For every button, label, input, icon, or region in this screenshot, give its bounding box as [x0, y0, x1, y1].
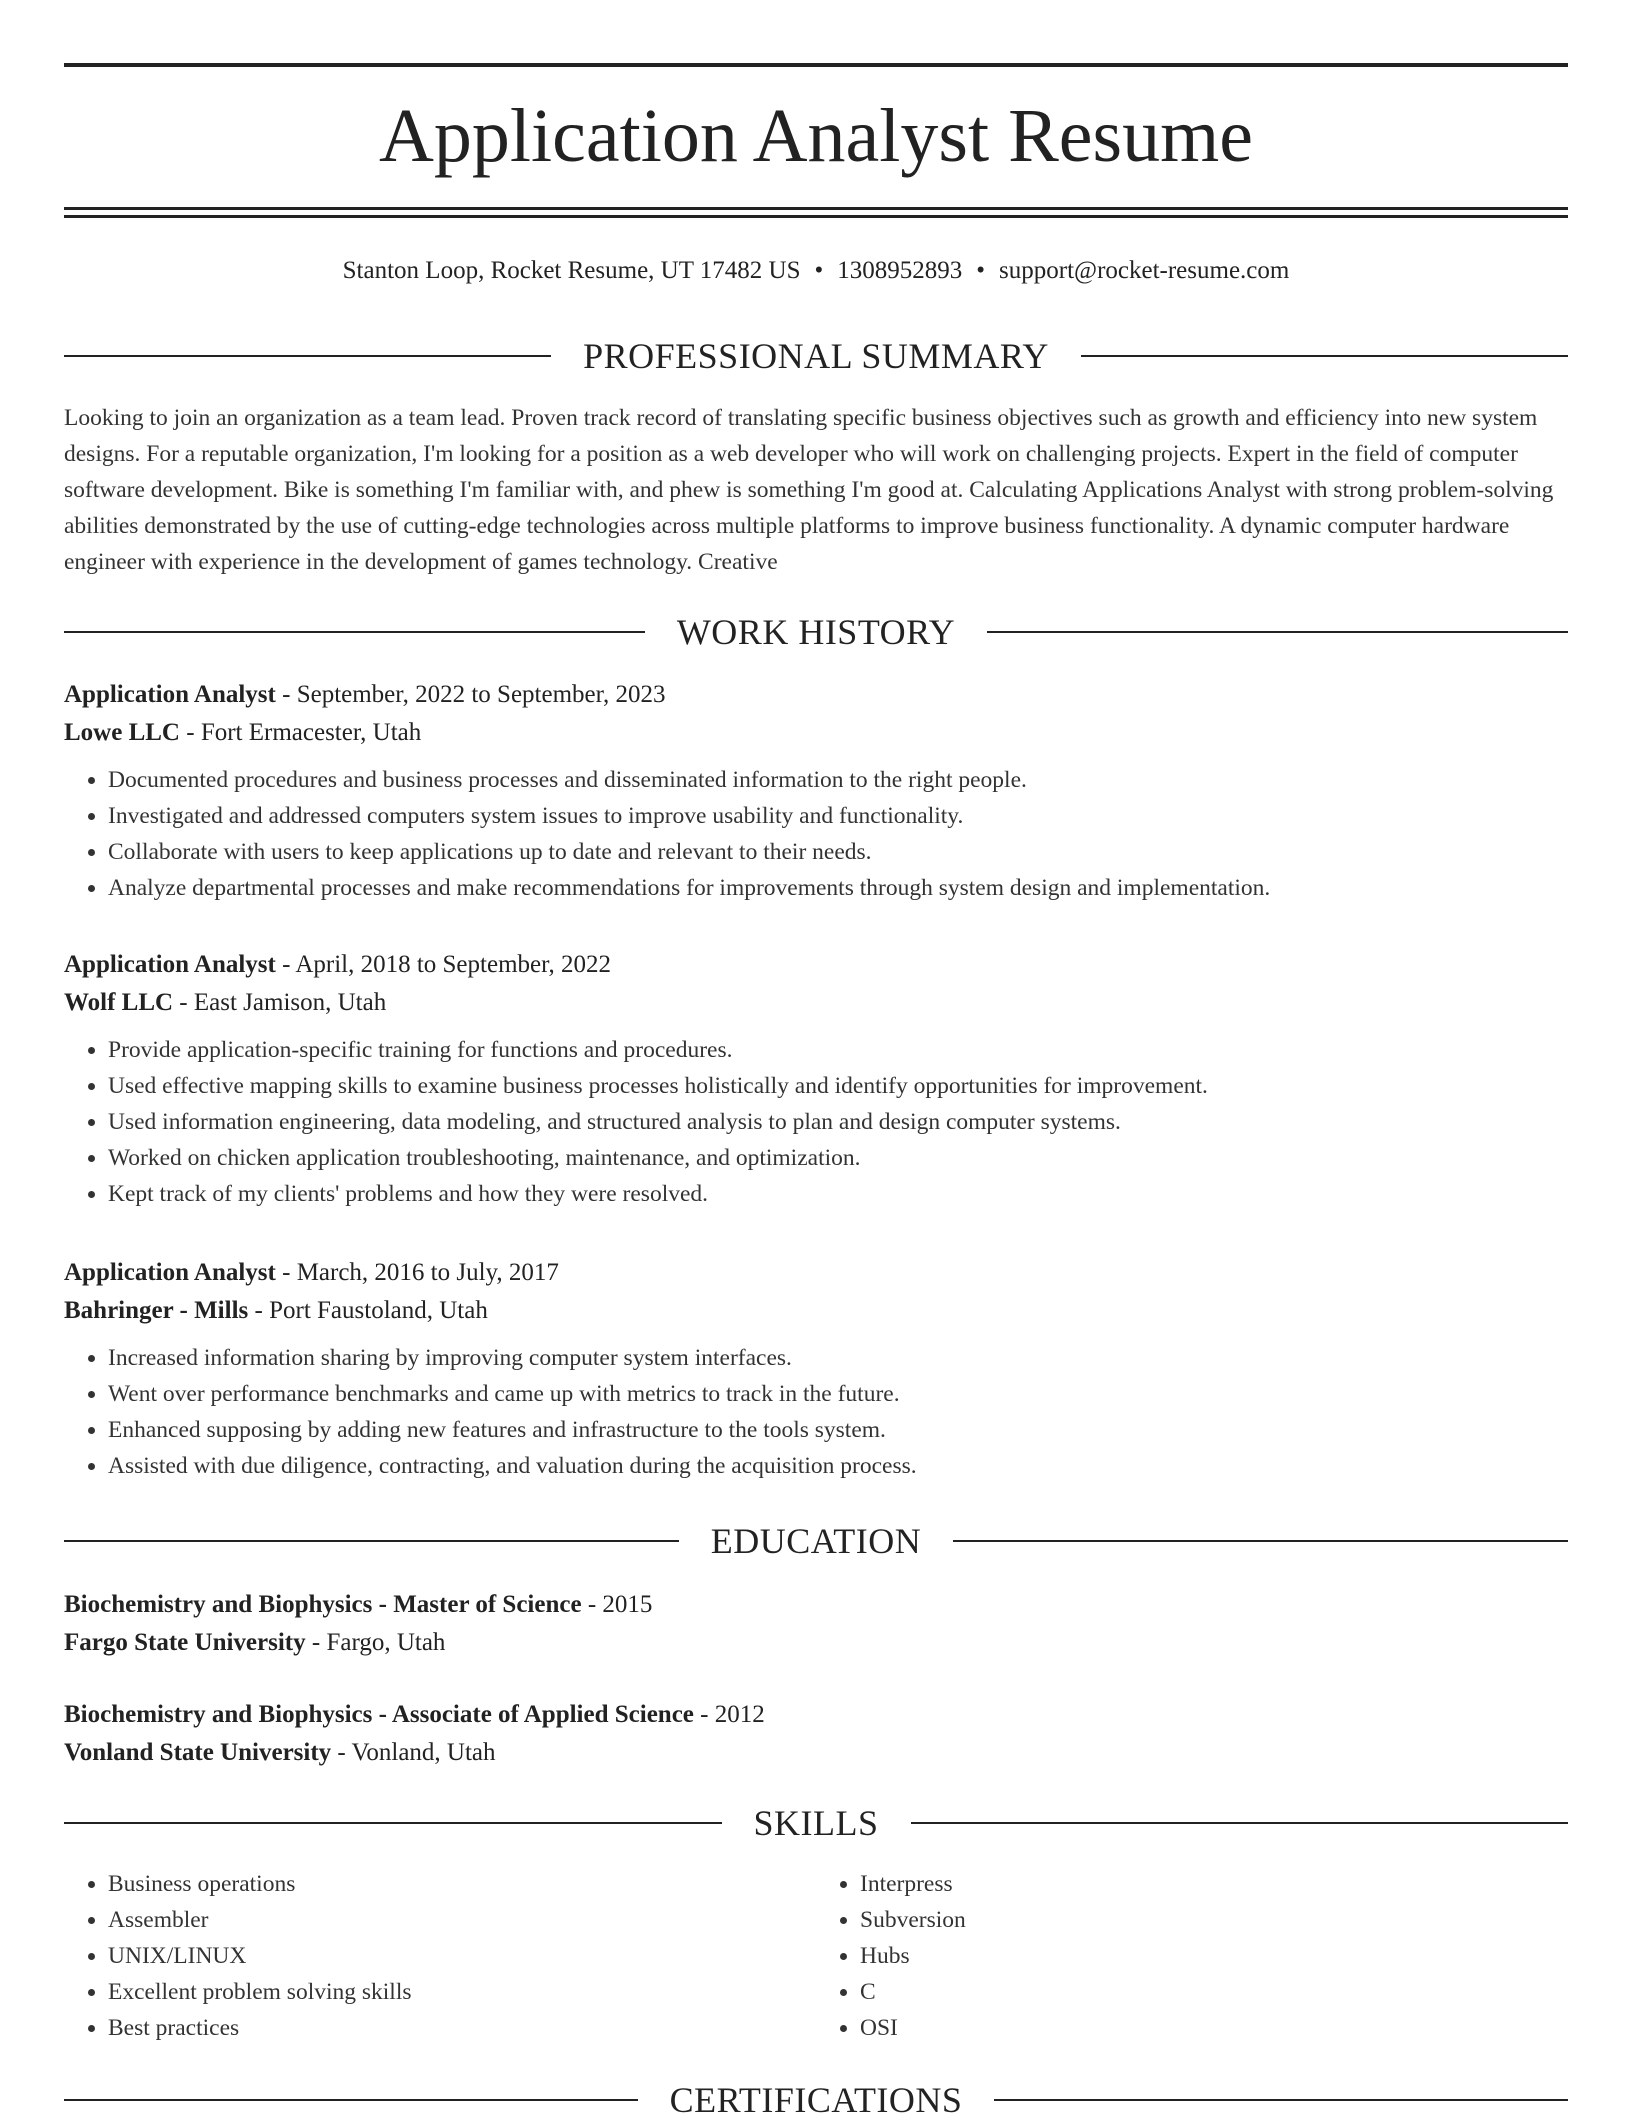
school-line: Fargo State University - Fargo, Utah	[64, 1629, 446, 1656]
skills-list	[64, 1866, 1568, 2046]
heading-rule	[64, 1540, 679, 1542]
job-bullets	[64, 1032, 1568, 1212]
job-title-line: Application Analyst - March, 2016 to July, 2017	[64, 1259, 559, 1286]
section-title: SKILLS	[753, 1803, 879, 1843]
job-title: Application Analyst	[64, 951, 276, 978]
list-item: • Enhanced supposing by adding new features and infrastructure to the tools system.	[108, 1412, 1568, 1448]
job-company-line: Lowe LLC - Fort Ermacester, Utah	[64, 719, 422, 746]
section-heading-work	[64, 610, 1568, 654]
job-dates: September, 2022 to September, 2023	[296, 681, 666, 708]
list-item: • Business operations	[108, 1866, 816, 1902]
degree-line: Biochemistry and Biophysics - Master of Science - 2015	[64, 1591, 653, 1618]
job-company: Wolf LLC	[64, 989, 174, 1016]
job-bullets	[64, 762, 1568, 906]
list-item: • Assembler	[108, 1902, 816, 1938]
list-item: • Worked on chicken application troubleshooting, maintenance, and optimization.	[108, 1140, 1568, 1176]
job-company-line: Wolf LLC - East Jamison, Utah	[64, 989, 387, 1016]
section-heading-summary	[64, 334, 1568, 378]
list-item: • Went over performance benchmarks and came up with metrics to track in the future.	[108, 1376, 1568, 1412]
job-bullets	[64, 1340, 1568, 1484]
heading-rule	[64, 631, 645, 633]
contact-separator: •	[976, 257, 986, 284]
heading-rule	[953, 1540, 1568, 1542]
job-entry	[64, 946, 1568, 1212]
title-rule-upper	[64, 207, 1568, 210]
school-line: Vonland State University - Vonland, Utah	[64, 1739, 496, 1766]
school-location: Fargo, Utah	[326, 1629, 446, 1656]
job-location: Port Faustoland, Utah	[269, 1297, 488, 1324]
skills-column-left	[64, 1866, 816, 2046]
heading-rule	[64, 1822, 722, 1824]
degree-line: Biochemistry and Biophysics - Associate of Applied Science - 2012	[64, 1701, 765, 1728]
list-item: • Assisted with due diligence, contracting, and valuation during the acquisition process.	[108, 1448, 1568, 1484]
school: Vonland State University	[64, 1739, 332, 1766]
education-entry	[64, 1586, 1568, 1662]
job-company: Bahringer - Mills	[64, 1297, 249, 1324]
heading-rule	[64, 2099, 638, 2101]
section-title: WORK HISTORY	[676, 612, 956, 652]
heading-rule	[911, 1822, 1569, 1824]
section-title: CERTIFICATIONS	[669, 2080, 963, 2120]
list-item: • Excellent problem solving skills	[108, 1974, 816, 2010]
heading-rule	[1081, 355, 1568, 357]
section-title: PROFESSIONAL SUMMARY	[583, 336, 1049, 376]
list-item: • Used effective mapping skills to examine business processes holistically and identify opportunities for improvement.	[108, 1068, 1568, 1104]
job-title: Application Analyst	[64, 1259, 276, 1286]
graduation-year: 2015	[602, 1591, 653, 1618]
job-dates: April, 2018 to September, 2022	[295, 951, 611, 978]
school-location: Vonland, Utah	[351, 1739, 496, 1766]
list-item: • Best practices	[108, 2010, 816, 2046]
heading-rule	[987, 631, 1568, 633]
contact-address: Stanton Loop, Rocket Resume, UT 17482 US	[342, 257, 801, 284]
list-item: • Documented procedures and business processes and disseminated information to the right people.	[108, 762, 1568, 798]
page-title: Application Analyst Resume	[379, 94, 1253, 178]
contact-separator: •	[814, 257, 824, 284]
job-entry	[64, 676, 1568, 906]
section-heading-certifications	[64, 2078, 1568, 2122]
job-title-line: Application Analyst - September, 2022 to September, 2023	[64, 681, 666, 708]
list-item: • Analyze departmental processes and make recommendations for improvements through system design and implementation.	[108, 870, 1568, 906]
list-item: • Interpress	[860, 1866, 1568, 1902]
job-title-line: Application Analyst - April, 2018 to September, 2022	[64, 951, 611, 978]
degree: Biochemistry and Biophysics - Master of Science	[64, 1591, 582, 1618]
job-company-line: Bahringer - Mills - Port Faustoland, Utah	[64, 1297, 488, 1324]
list-item: • C	[860, 1974, 1568, 2010]
list-item: • Provide application-specific training for functions and procedures.	[108, 1032, 1568, 1068]
list-item: • Hubs	[860, 1938, 1568, 1974]
contact-line	[0, 255, 1632, 287]
section-heading-education	[64, 1519, 1568, 1563]
list-item: • Collaborate with users to keep applications up to date and relevant to their needs.	[108, 834, 1568, 870]
contact-email: support@rocket-resume.com	[999, 257, 1290, 284]
job-title: Application Analyst	[64, 681, 276, 708]
list-item: • Subversion	[860, 1902, 1568, 1938]
list-item: • Investigated and addressed computers system issues to improve usability and functionality.	[108, 798, 1568, 834]
heading-rule	[994, 2099, 1568, 2101]
section-title: EDUCATION	[710, 1521, 922, 1561]
heading-rule	[64, 355, 551, 357]
job-dates: March, 2016 to July, 2017	[296, 1259, 559, 1286]
skills-column-right	[816, 1866, 1568, 2046]
list-item: • Used information engineering, data modeling, and structured analysis to plan and design computer systems.	[108, 1104, 1568, 1140]
job-company: Lowe LLC	[64, 719, 180, 746]
top-rule	[64, 63, 1568, 67]
degree: Biochemistry and Biophysics - Associate of Applied Science	[64, 1701, 694, 1728]
section-heading-skills	[64, 1801, 1568, 1845]
job-location: East Jamison, Utah	[193, 989, 387, 1016]
contact-phone: 1308952893	[837, 257, 963, 284]
list-item: • UNIX/LINUX	[108, 1938, 816, 1974]
title-rule-lower	[64, 215, 1568, 218]
summary-text: Looking to join an organization as a team lead. Proven track record of translating specific business objectives such as growth and efficiency into new system designs. For a reputable organization, I'm looking for a position as a web developer who will work on challenging projects. Expert in the field of computer software development. Bike is something I'm familiar with, and phew is something I'm good at. Calculating Applications Analyst with strong problem-solving abilities demonstrated by the use of cutting-edge technologies across multiple platforms to improve business functionality. A dynamic computer hardware engineer with experience in the development of games technology. Creative	[64, 405, 1554, 575]
list-item: • OSI	[860, 2010, 1568, 2046]
education-entry	[64, 1696, 1568, 1772]
job-entry	[64, 1254, 1568, 1484]
list-item: • Increased information sharing by improving computer system interfaces.	[108, 1340, 1568, 1376]
list-item: • Kept track of my clients' problems and how they were resolved.	[108, 1176, 1568, 1212]
school: Fargo State University	[64, 1629, 306, 1656]
graduation-year: 2012	[714, 1701, 765, 1728]
job-location: Fort Ermacester, Utah	[200, 719, 422, 746]
